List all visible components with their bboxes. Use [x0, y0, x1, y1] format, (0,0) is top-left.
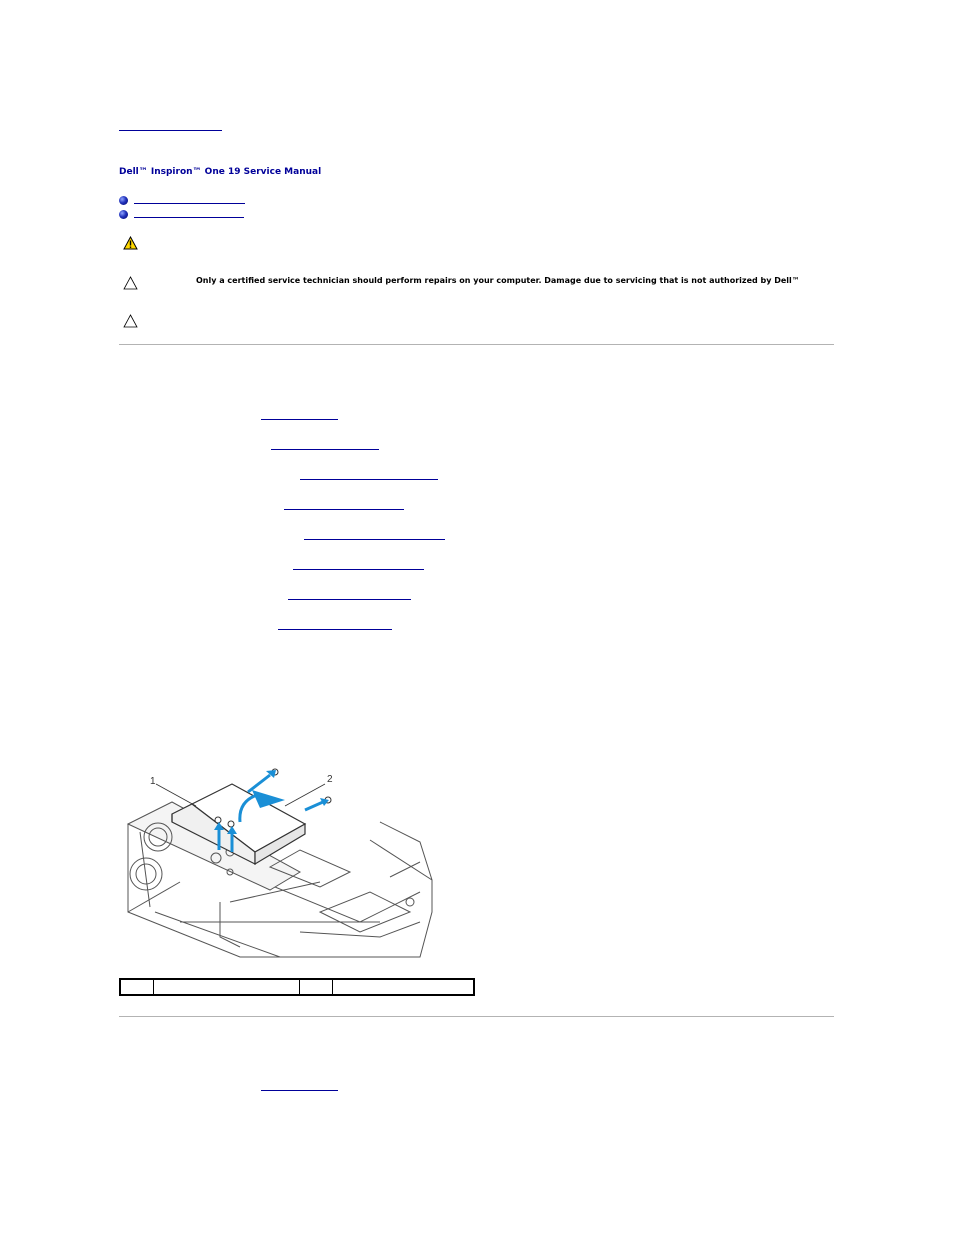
- bullet-icon: [119, 210, 128, 219]
- caution-triangle-icon: [123, 314, 138, 328]
- caution-text: Only a certified service technician should perform repairs on your computer. Damage due to servicing that is not authorized by Dell™: [196, 276, 800, 285]
- callout-legend-table: [119, 978, 475, 996]
- bullet-icon: [119, 196, 128, 205]
- step-link-6[interactable]: [293, 569, 424, 570]
- caution-triangle-icon: [123, 276, 138, 290]
- callout-number-cell: [120, 979, 154, 995]
- step-link-7[interactable]: [288, 599, 411, 600]
- section-link-removing[interactable]: [134, 203, 245, 204]
- callout-1-label: 1: [150, 776, 156, 787]
- warning-triangle-icon: [123, 236, 138, 250]
- callout-description-cell: [154, 979, 300, 995]
- callout-number-cell: [300, 979, 333, 995]
- back-to-contents-link[interactable]: [119, 130, 222, 131]
- manual-title: Dell™ Inspiron™ One 19 Service Manual: [119, 167, 322, 177]
- step-link-3[interactable]: [300, 479, 438, 480]
- step-link-5[interactable]: [304, 539, 445, 540]
- section-divider: [119, 344, 834, 345]
- callout-description-cell: [333, 979, 475, 995]
- callout-2-label: 2: [327, 774, 333, 785]
- step-link-2[interactable]: [271, 449, 379, 450]
- section-link-replacing[interactable]: [134, 217, 244, 218]
- step-link-1[interactable]: [261, 419, 338, 420]
- step-link-4[interactable]: [284, 509, 404, 510]
- replace-step-link-1[interactable]: [261, 1090, 338, 1091]
- section-divider: [119, 1016, 834, 1017]
- optical-drive-removal-illustration: [120, 762, 440, 962]
- step-link-8[interactable]: [278, 629, 392, 630]
